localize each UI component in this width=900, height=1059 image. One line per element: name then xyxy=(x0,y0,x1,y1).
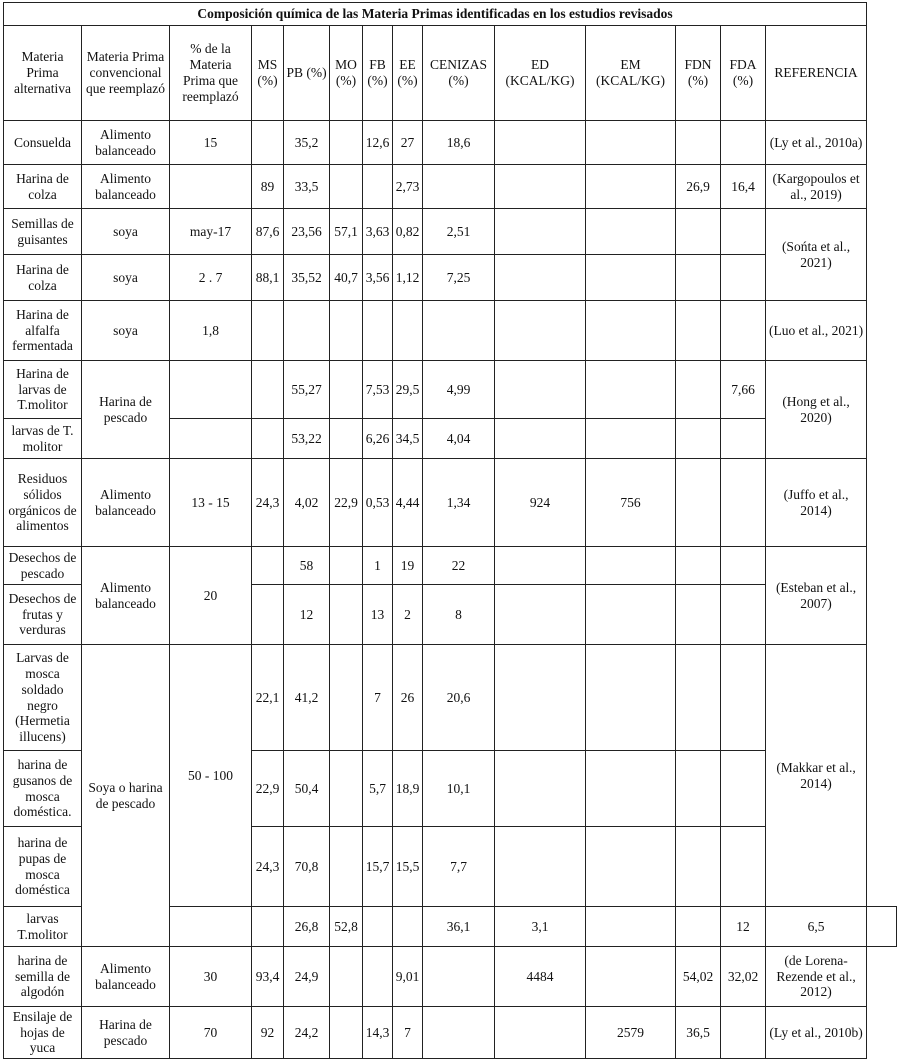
cell-ed xyxy=(495,121,586,165)
cell-mo xyxy=(330,165,363,209)
cell-fda: 32,02 xyxy=(721,947,766,1007)
cell-fda: 6,5 xyxy=(766,907,867,947)
cell-fb: 0,53 xyxy=(363,459,393,547)
cell-materia-convencional: Alimento balanceado xyxy=(82,947,170,1007)
cell-porcentaje: 1,8 xyxy=(170,301,252,361)
cell-pb: 52,8 xyxy=(330,907,363,947)
cell-pb: 4,02 xyxy=(284,459,330,547)
cell-cenizas: 4,04 xyxy=(423,419,495,459)
cell-mo xyxy=(363,907,393,947)
cell-porcentaje: 30 xyxy=(170,947,252,1007)
cell-porcentaje: 15 xyxy=(170,121,252,165)
cell-fb: 13 xyxy=(363,585,393,645)
cell-pb: 35,2 xyxy=(284,121,330,165)
cell-fdn xyxy=(676,645,721,751)
col-header-mo: MO (%) xyxy=(330,26,363,121)
cell-fdn xyxy=(676,419,721,459)
cell-em xyxy=(586,645,676,751)
cell-materia-alternativa: harina de gusanos de mosca doméstica. xyxy=(4,751,82,827)
cell-ee: 18,9 xyxy=(393,751,423,827)
cell-em xyxy=(586,165,676,209)
table-row xyxy=(4,361,897,419)
cell-mo xyxy=(330,827,363,907)
cell-cenizas: 7,25 xyxy=(423,255,495,301)
cell-pb: 55,27 xyxy=(284,361,330,419)
cell-materia-convencional: Alimento balanceado xyxy=(82,121,170,165)
cell-cenizas: 8 xyxy=(423,585,495,645)
cell-ee: 19 xyxy=(393,547,423,585)
cell-pb xyxy=(284,301,330,361)
cell-ed xyxy=(495,547,586,585)
cell-materia-convencional: Alimento balanceado xyxy=(82,547,170,645)
cell-ee: 27 xyxy=(393,121,423,165)
cell-em xyxy=(586,585,676,645)
cell-referencia: (de Lorena-Rezende et al., 2012) xyxy=(766,947,867,1007)
cell-fda xyxy=(721,301,766,361)
cell-fb: 7,53 xyxy=(363,361,393,419)
cell-ee: 7 xyxy=(393,1007,423,1059)
header-row xyxy=(4,26,897,121)
cell-ee: 29,5 xyxy=(393,361,423,419)
cell-em xyxy=(586,361,676,419)
cell-materia-convencional: soya xyxy=(82,255,170,301)
col-header-fb: FB (%) xyxy=(363,26,393,121)
col-header-ee: EE (%) xyxy=(393,26,423,121)
cell-ms: 87,6 xyxy=(252,209,284,255)
cell-referencia: (Makkar et al., 2014) xyxy=(766,645,867,907)
cell-materia-alternativa: Semillas de guisantes xyxy=(4,209,82,255)
cell-pb: 33,5 xyxy=(284,165,330,209)
cell-cenizas: 20,6 xyxy=(423,645,495,751)
cell-ed xyxy=(586,907,676,947)
cell-fb: 12,6 xyxy=(363,121,393,165)
cell-ee: 1,12 xyxy=(393,255,423,301)
cell-porcentaje xyxy=(170,361,252,419)
cell-pb: 70,8 xyxy=(284,827,330,907)
cell-mo xyxy=(330,585,363,645)
cell-mo: 40,7 xyxy=(330,255,363,301)
cell-materia-alternativa: larvas T.molitor xyxy=(4,907,82,947)
cell-ms: 24,3 xyxy=(252,459,284,547)
cell-ed xyxy=(495,585,586,645)
cell-materia-convencional: Alimento balanceado xyxy=(82,165,170,209)
cell-ed xyxy=(495,301,586,361)
cell-mo xyxy=(330,751,363,827)
cell-materia-convencional xyxy=(170,907,252,947)
cell-em xyxy=(676,907,721,947)
table-row xyxy=(4,459,897,547)
cell-fb: 7 xyxy=(363,645,393,751)
cell-materia-convencional: Soya o harina de pescado xyxy=(82,645,170,947)
cell-ed xyxy=(495,827,586,907)
cell-porcentaje: 50 - 100 xyxy=(170,645,252,907)
cell-ms: 88,1 xyxy=(252,255,284,301)
cell-ms: 89 xyxy=(252,165,284,209)
cell-cenizas: 1,34 xyxy=(423,459,495,547)
cell-fda xyxy=(721,209,766,255)
cell-porcentaje: 2 . 7 xyxy=(170,255,252,301)
cell-em xyxy=(586,827,676,907)
cell-ms: 22,9 xyxy=(252,751,284,827)
cell-fda xyxy=(721,827,766,907)
cell-ee: 2,73 xyxy=(393,165,423,209)
cell-fdn xyxy=(676,459,721,547)
col-header-convencional: Materia Prima convencional que reemplazó xyxy=(82,26,170,121)
cell-fdn xyxy=(676,827,721,907)
cell-porcentaje xyxy=(170,165,252,209)
cell-em xyxy=(586,301,676,361)
cell-ms: 22,1 xyxy=(252,645,284,751)
table-row xyxy=(4,121,897,165)
cell-pb: 41,2 xyxy=(284,645,330,751)
cell-materia-alternativa: Desechos de frutas y verduras xyxy=(4,585,82,645)
cell-ed xyxy=(495,419,586,459)
cell-fda xyxy=(721,547,766,585)
cell-fb: 6,26 xyxy=(363,419,393,459)
cell-fdn: 12 xyxy=(721,907,766,947)
cell-materia-alternativa: Harina de colza xyxy=(4,165,82,209)
cell-fda: 7,66 xyxy=(721,361,766,419)
cell-em: 756 xyxy=(586,459,676,547)
cell-referencia: (Ly et al., 2010a) xyxy=(766,121,867,165)
cell-ed xyxy=(495,165,586,209)
cell-cenizas xyxy=(423,1007,495,1059)
cell-ms xyxy=(252,301,284,361)
col-header-fda: FDA (%) xyxy=(721,26,766,121)
cell-fb xyxy=(393,907,423,947)
cell-fb xyxy=(363,947,393,1007)
cell-fda xyxy=(721,645,766,751)
table-row xyxy=(4,1007,897,1059)
cell-fdn: 26,9 xyxy=(676,165,721,209)
cell-materia-alternativa: Ensilaje de hojas de yuca xyxy=(4,1007,82,1059)
cell-ms: 93,4 xyxy=(252,947,284,1007)
cell-fda xyxy=(721,255,766,301)
cell-ed xyxy=(495,209,586,255)
cell-fdn: 54,02 xyxy=(676,947,721,1007)
cell-cenizas xyxy=(423,165,495,209)
cell-fb: 3,63 xyxy=(363,209,393,255)
cell-materia-alternativa: Larvas de mosca soldado negro (Hermetia illucens) xyxy=(4,645,82,751)
cell-materia-convencional: soya xyxy=(82,301,170,361)
cell-em xyxy=(586,121,676,165)
cell-ms: 92 xyxy=(252,1007,284,1059)
cell-porcentaje: 20 xyxy=(170,547,252,645)
cell-ms xyxy=(252,121,284,165)
cell-materia-alternativa: Desechos de pescado xyxy=(4,547,82,585)
cell-materia-convencional: Harina de pescado xyxy=(82,361,170,459)
table-row xyxy=(4,255,897,301)
cell-materia-alternativa: Consuelda xyxy=(4,121,82,165)
col-header-ed: ED (KCAL/KG) xyxy=(495,26,586,121)
cell-referencia: (Juffo et al., 2014) xyxy=(766,459,867,547)
col-header-referencia: REFERENCIA xyxy=(766,26,867,121)
cell-ee: 34,5 xyxy=(393,419,423,459)
cell-ms xyxy=(252,361,284,419)
cell-ms xyxy=(252,585,284,645)
cell-ee: 36,1 xyxy=(423,907,495,947)
cell-ms xyxy=(252,547,284,585)
cell-cenizas xyxy=(423,301,495,361)
cell-porcentaje: 70 xyxy=(170,1007,252,1059)
cell-mo xyxy=(330,547,363,585)
cell-ee: 0,82 xyxy=(393,209,423,255)
cell-fdn xyxy=(676,361,721,419)
cell-fdn xyxy=(676,547,721,585)
cell-fdn xyxy=(676,255,721,301)
cell-mo xyxy=(330,419,363,459)
cell-ms xyxy=(252,419,284,459)
cell-ee: 9,01 xyxy=(393,947,423,1007)
cell-materia-alternativa: larvas de T. molitor xyxy=(4,419,82,459)
cell-mo xyxy=(330,121,363,165)
cell-materia-alternativa: Harina de colza xyxy=(4,255,82,301)
cell-cenizas: 7,7 xyxy=(423,827,495,907)
cell-ed xyxy=(495,1007,586,1059)
cell-mo xyxy=(330,301,363,361)
cell-em xyxy=(586,419,676,459)
col-header-alternativa: Materia Prima alternativa xyxy=(4,26,82,121)
cell-fdn xyxy=(676,301,721,361)
cell-fb: 3,56 xyxy=(363,255,393,301)
cell-porcentaje: 13 - 15 xyxy=(170,459,252,547)
cell-mo xyxy=(330,361,363,419)
cell-em xyxy=(586,751,676,827)
cell-pb: 24,9 xyxy=(284,947,330,1007)
cell-fda: 16,4 xyxy=(721,165,766,209)
cell-materia-alternativa: harina de semilla de algodón xyxy=(4,947,82,1007)
cell-porcentaje xyxy=(252,907,284,947)
cell-referencia: (Luo et al., 2021) xyxy=(766,301,867,361)
cell-ed xyxy=(495,645,586,751)
cell-materia-convencional: soya xyxy=(82,209,170,255)
table-row xyxy=(4,645,897,751)
cell-materia-alternativa: Residuos sólidos orgánicos de alimentos xyxy=(4,459,82,547)
cell-ee: 2 xyxy=(393,585,423,645)
cell-referencia: (Ly et al., 2010b) xyxy=(766,1007,867,1059)
col-header-porcentaje: % de la Materia Prima que reemplazó xyxy=(170,26,252,121)
cell-ed xyxy=(495,361,586,419)
col-header-ms: MS (%) xyxy=(252,26,284,121)
cell-fb: 15,7 xyxy=(363,827,393,907)
cell-em: 2579 xyxy=(586,1007,676,1059)
cell-ee: 26 xyxy=(393,645,423,751)
cell-cenizas: 10,1 xyxy=(423,751,495,827)
cell-fb: 14,3 xyxy=(363,1007,393,1059)
cell-pb: 35,52 xyxy=(284,255,330,301)
cell-referencia: (Esteban et al., 2007) xyxy=(766,547,867,645)
cell-mo xyxy=(330,1007,363,1059)
cell-referencia: (Kargopoulos et al., 2019) xyxy=(766,165,867,209)
cell-ed: 4484 xyxy=(495,947,586,1007)
cell-fda xyxy=(721,585,766,645)
col-header-em: EM (KCAL/KG) xyxy=(586,26,676,121)
cell-fb xyxy=(363,301,393,361)
cell-referencia: (Sońta et al., 2021) xyxy=(766,209,867,301)
cell-ed xyxy=(495,255,586,301)
cell-fb: 1 xyxy=(363,547,393,585)
table-title: Composición química de las Materia Primas identificadas en los estudios revisados xyxy=(4,3,867,26)
cell-fda xyxy=(721,1007,766,1059)
cell-em xyxy=(586,209,676,255)
cell-porcentaje: may-17 xyxy=(170,209,252,255)
composition-table xyxy=(3,2,897,1059)
table-row xyxy=(4,547,897,585)
cell-ms: 26,8 xyxy=(284,907,330,947)
table-body xyxy=(4,121,897,1059)
cell-pb: 23,56 xyxy=(284,209,330,255)
cell-ed xyxy=(495,751,586,827)
cell-fdn xyxy=(676,209,721,255)
table-row xyxy=(4,209,897,255)
cell-fdn xyxy=(676,751,721,827)
cell-pb: 24,2 xyxy=(284,1007,330,1059)
cell-em xyxy=(586,947,676,1007)
cell-mo xyxy=(330,947,363,1007)
cell-fb: 5,7 xyxy=(363,751,393,827)
cell-materia-convencional: Alimento balanceado xyxy=(82,459,170,547)
cell-fb xyxy=(363,165,393,209)
cell-fda xyxy=(721,121,766,165)
cell-materia-alternativa: Harina de larvas de T.molitor xyxy=(4,361,82,419)
cell-referencia xyxy=(867,907,897,947)
cell-fdn xyxy=(676,121,721,165)
cell-fda xyxy=(721,751,766,827)
cell-ee: 4,44 xyxy=(393,459,423,547)
col-header-cenizas: CENIZAS (%) xyxy=(423,26,495,121)
cell-fda xyxy=(721,419,766,459)
cell-fda xyxy=(721,459,766,547)
cell-em xyxy=(586,255,676,301)
col-header-pb: PB (%) xyxy=(284,26,330,121)
cell-cenizas: 18,6 xyxy=(423,121,495,165)
cell-ed: 924 xyxy=(495,459,586,547)
table-row xyxy=(4,165,897,209)
cell-ee: 15,5 xyxy=(393,827,423,907)
cell-pb: 50,4 xyxy=(284,751,330,827)
cell-materia-alternativa: harina de pupas de mosca doméstica xyxy=(4,827,82,907)
cell-cenizas: 22 xyxy=(423,547,495,585)
cell-cenizas xyxy=(423,947,495,1007)
cell-mo: 22,9 xyxy=(330,459,363,547)
cell-ee xyxy=(393,301,423,361)
cell-materia-alternativa: Harina de alfalfa fermentada xyxy=(4,301,82,361)
cell-fdn: 36,5 xyxy=(676,1007,721,1059)
cell-mo xyxy=(330,645,363,751)
cell-fdn xyxy=(676,585,721,645)
cell-referencia: (Hong et al., 2020) xyxy=(766,361,867,459)
cell-mo: 57,1 xyxy=(330,209,363,255)
col-header-fdn: FDN (%) xyxy=(676,26,721,121)
cell-em xyxy=(586,547,676,585)
cell-porcentaje xyxy=(170,419,252,459)
cell-cenizas: 3,1 xyxy=(495,907,586,947)
cell-ms: 24,3 xyxy=(252,827,284,907)
cell-pb: 12 xyxy=(284,585,330,645)
table-row xyxy=(4,301,897,361)
cell-pb: 58 xyxy=(284,547,330,585)
cell-cenizas: 2,51 xyxy=(423,209,495,255)
cell-cenizas: 4,99 xyxy=(423,361,495,419)
table-row xyxy=(4,947,897,1007)
cell-pb: 53,22 xyxy=(284,419,330,459)
cell-materia-convencional: Harina de pescado xyxy=(82,1007,170,1059)
